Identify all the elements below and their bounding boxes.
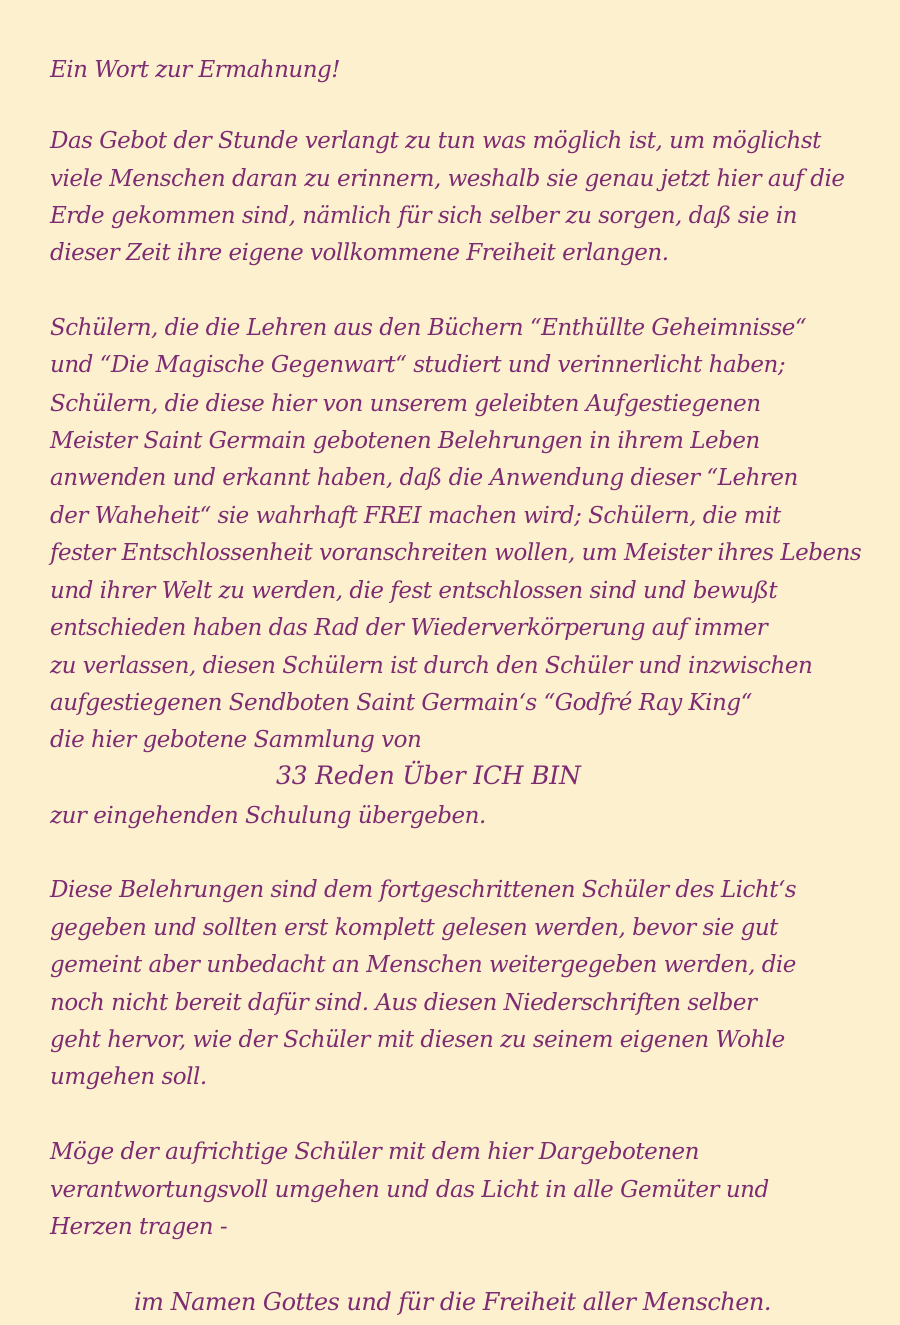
paragraph-3-line: umgehen soll.: [50, 1064, 207, 1090]
paragraph-3-line: geht hervor, wie der Schüler mit diesen zu seinem eigenen Wohle: [50, 1027, 785, 1053]
paragraph-3-line: gegeben und sollten erst komplett gelesen werden, bevor sie gut: [50, 915, 778, 941]
paragraph-2-line: anwenden und erkannt haben, daß die Anwendung dieser “Lehren: [50, 465, 798, 491]
document-heading: Ein Wort zur Ermahnung!: [50, 57, 341, 83]
paragraph-3-line: noch nicht bereit dafür sind. Aus diesen Niederschriften selber: [50, 990, 757, 1016]
paragraph-4-line: Herzen tragen -: [50, 1214, 228, 1240]
paragraph-2-line: Meister Saint Germain gebotenen Belehrungen in ihrem Leben: [50, 428, 760, 454]
paragraph-4-line: verantwortungsvoll umgehen und das Licht in alle Gemüter und: [50, 1177, 769, 1203]
paragraph-3-line: gemeint aber unbedacht an Menschen weitergegeben werden, die: [50, 952, 796, 978]
paragraph-2-line: entschieden haben das Rad der Wiederverkörperung auf immer: [50, 615, 768, 641]
paragraph-2-line: und ihrer Welt zu werden, die fest entschlossen sind und bewußt: [50, 578, 778, 604]
paragraph-2-line: fester Entschlossenheit voranschreiten wollen, um Meister ihres Lebens: [50, 540, 862, 566]
book-title: 33 Reden Über ICH BIN: [276, 761, 581, 790]
paragraph-3-line: Diese Belehrungen sind dem fortgeschrittenen Schüler des Licht‘s: [50, 877, 797, 903]
paragraph-2-line: die hier gebotene Sammlung von: [50, 727, 422, 753]
paragraph-1-line: dieser Zeit ihre eigene vollkommene Freiheit erlangen.: [50, 240, 669, 266]
paragraph-2-line: aufgestiegenen Sendboten Saint Germain‘s “Godfré Ray King“: [50, 690, 752, 716]
paragraph-2-line: der Waheheit“ sie wahrhaft FREI machen wird; Schülern, die mit: [50, 503, 781, 529]
paragraph-2-line: und “Die Magische Gegenwart“ studiert und verinnerlicht haben;: [50, 352, 786, 378]
paragraph-2-line: zu verlassen, diesen Schülern ist durch den Schüler und inzwischen: [50, 653, 813, 679]
paragraph-4-line: Möge der aufrichtige Schüler mit dem hier Dargebotenen: [50, 1139, 699, 1165]
after-title-line: zur eingehenden Schulung übergeben.: [50, 803, 486, 829]
paragraph-1-line: Erde gekommen sind, nämlich für sich selber zu sorgen, daß sie in: [50, 203, 797, 229]
paragraph-2-line: Schülern, die die Lehren aus den Büchern “Enthüllte Geheimnisse“: [50, 315, 807, 341]
closing-line: im Namen Gottes und für die Freiheit aller Menschen.: [134, 1288, 772, 1316]
paragraph-2-line: Schülern, die diese hier von unserem geleibten Aufgestiegenen: [50, 391, 761, 417]
paragraph-1-line: Das Gebot der Stunde verlangt zu tun was möglich ist, um möglichst: [50, 128, 821, 154]
paragraph-1-line: viele Menschen daran zu erinnern, weshalb sie genau jetzt hier auf die: [50, 166, 845, 192]
